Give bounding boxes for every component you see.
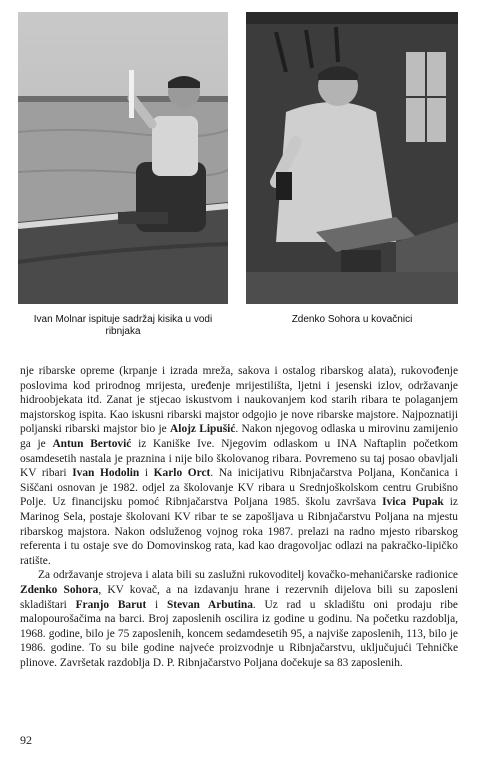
text-run: i [139,467,154,480]
text-run: iz Kaniške Ive. Njegovim odlaskom u INA Naftaplin početkom osamdesetih nastala je praznina i nije bilo školovanog ribara. Povremeno su taj posao obavljali KV ribari [20,437,458,480]
text-run: , KV kovač, a na izdavanju hrane i rezervnih dijelova bili su zaposleni skladištari [20,583,458,611]
photo-caption-left: Ivan Molnar ispituje sadržaj kisika u vodi ribnjaka [33,314,213,337]
page-number: 92 [20,733,32,747]
text-run: i [146,598,167,611]
person-name: Franjo Barut [75,598,147,611]
person-name: Karlo Orct [153,467,211,480]
photo-caption-right: Zdenko Sohora u kovačnici [291,314,413,325]
person-name: Alojz Lipušić [170,423,236,436]
paragraph-1 [20,364,458,568]
text-run: Za održavanje strojeva i alata bili su zaslužni rukovoditelj kovačko-mehaničarske radionice [38,569,458,582]
text-run: . Na inicijativu Ribnjačarstva Poljana, Končanica i Siščani osnovan je 1982. odjel za školovanje KV ribara u Srednjoškolskom centru Grubišno Polje. Uz financijsku pomoć Ribnjačarstva Poljana 1985. školu završava [20,467,458,509]
person-name: Ivica Pupak [382,496,444,509]
text-run: . Nakon njegovog odlaska u mirovinu zamijenio ga je [20,423,458,450]
text-run: . Uz rad u skladištu oni prodaju ribe malopourošačima na barci. Broj zaposlenih oscilira iz godine u godinu. Na početku razdoblja, 1968. godine, bilo je 75 zaposlenih, koncem sedamdesetih 95, a najviše zaposlenih, 113, bilo je 1986. godine. To su bile godine najveće proizvodnje u Ribnjačarstvu, uključujući Tehničke plinove. Završetak razdoblja D. P. Ribnjačarstvo Poljana dočekuje sa 83 zaposlenih. [20,598,458,669]
person-name: Stevan Arbutina [166,598,253,611]
photo-boat-scene [18,12,228,304]
article-body [20,364,458,670]
photo-zdenko-sohora [246,12,458,304]
photo-smithy-scene [246,12,458,304]
person-name: Zdenko Sohora [20,583,99,596]
photo-ivan-molnar [18,12,228,304]
text-run: nje ribarske opreme (krpanje i izrada mreža, sakova i ostalog ribarskog alata), rukovođenje poslovima kod prirodnog mrijesta, uređenje mrijestilišta, ljetni i jesenski izlov, održavanje hidroobjekata itd. Zanat je stjecao iskustvom i naukovanjem kod starih ribara te polaganjem majstorskog ispita. Kao iskusni ribarski majstor odgojio je nove ribarske majstore. Najpoznatiji poljanski ribarski majstor bio je [20,365,458,436]
paragraph-2 [20,568,458,670]
person-name: Ivan Hodolin [72,467,140,480]
text-run: iz Marinog Sela, postaje školovani KV ribar te se zapošljava u Ribnjačarstvu Poljana na mjestu ribarskog majstora. Nakon odsluženog vojnog roka 1987. prelazi na radno mjesto ribarskog referenta i tu ostaje sve do Domovinskog rata, kad kao dragovoljac odlazi na pakračko-lipičko ratište. [20,496,458,567]
person-name: Antun Bertović [52,437,132,450]
